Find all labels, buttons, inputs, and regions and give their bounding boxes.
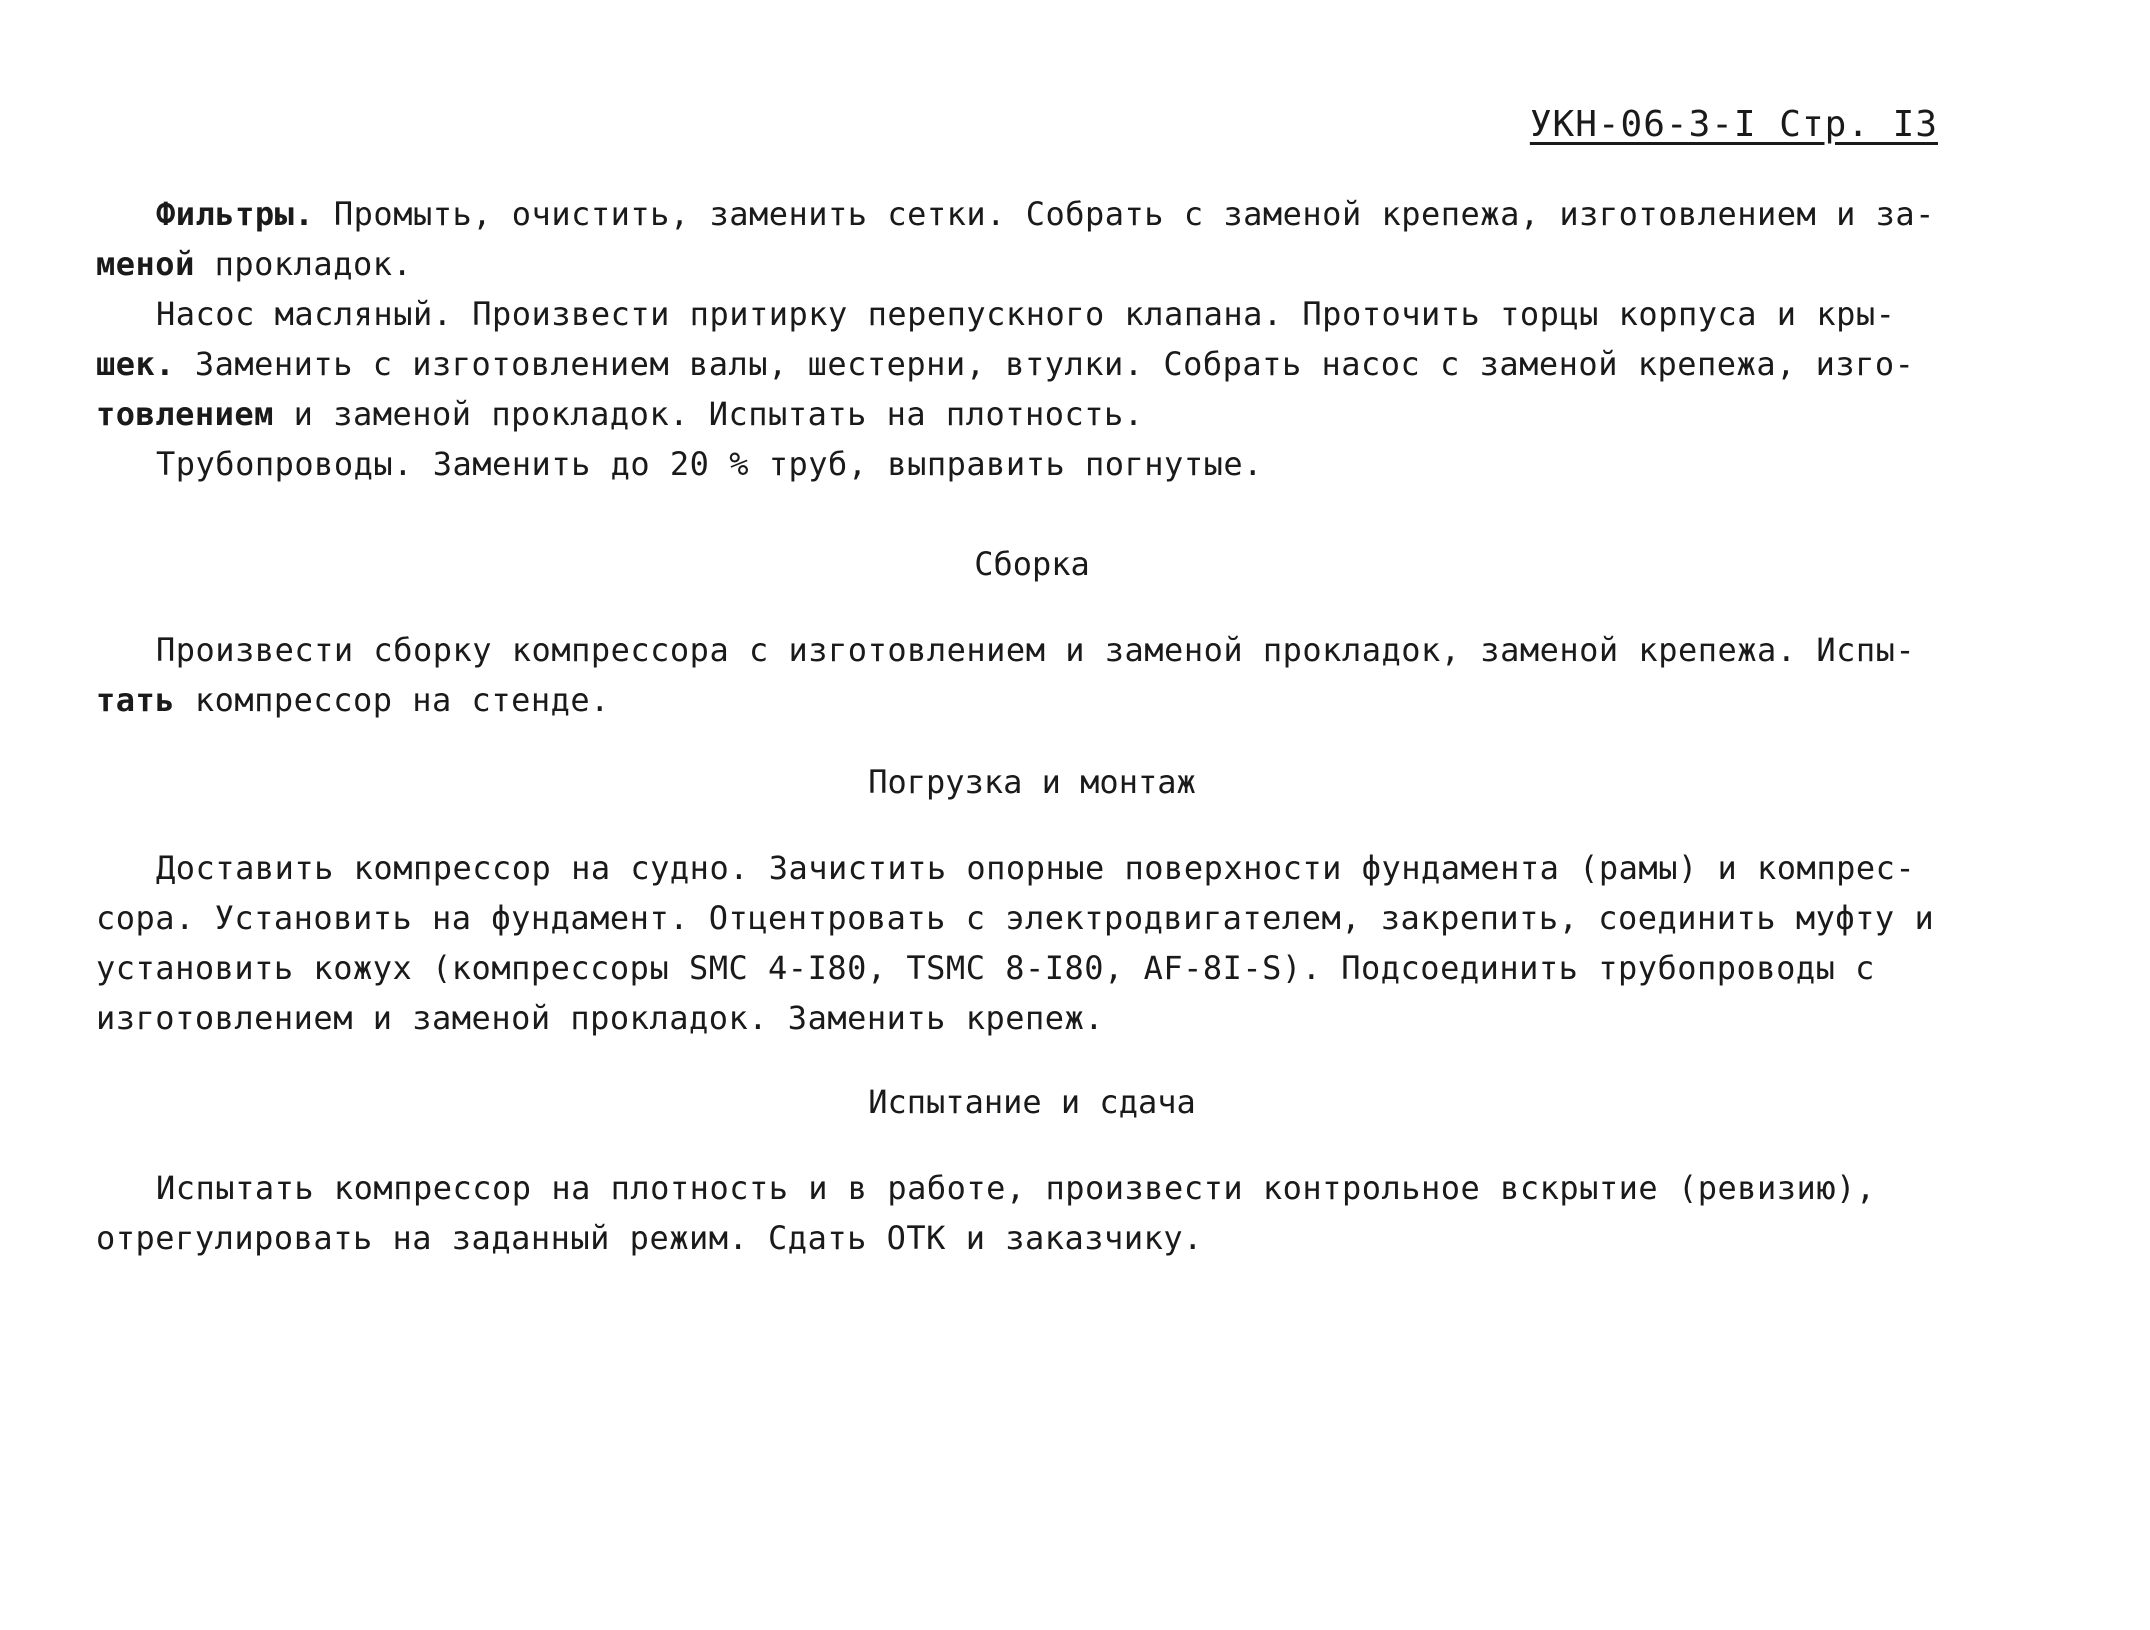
paragraph-testing-line-1 [156, 1168, 1876, 1208]
section-heading-loading: Погрузка и монтаж [868, 763, 1196, 801]
text-fragment: Испытать компрессор на плотность и в работе, произвести контрольное вскрытие (ревизию), [156, 1169, 1876, 1207]
bold-fragment: Фильтры. [156, 195, 315, 233]
paragraph-assembly-line-1 [156, 630, 1915, 670]
text-fragment: Промыть, очистить, заменить сетки. Собрать с заменой крепежа, изготовлением и за- [314, 195, 1935, 233]
text-fragment: изготовлением и заменой прокладок. Заменить крепеж. [96, 999, 1105, 1037]
bold-fragment: тать [96, 681, 176, 719]
text-fragment: установить кожух (компрессоры SMC 4-I80, TSMC 8-I80, AF-8I-S). Подсоединить трубопроводы с [96, 949, 1875, 987]
text-fragment: прокладок. [194, 245, 413, 283]
section-heading-testing: Испытание и сдача [868, 1083, 1196, 1121]
paragraph-loading-line-3 [96, 948, 1875, 988]
paragraph-loading-line-4 [96, 998, 1104, 1038]
text-fragment: Насос масляный. Произвести притирку перепускного клапана. Проточить торцы корпуса и кры- [156, 295, 1896, 333]
paragraph-assembly-line-2 [96, 680, 610, 720]
paragraph-filters-line-1 [156, 194, 1935, 234]
paragraph-oil-pump-line-1 [156, 294, 1895, 334]
text-fragment: Произвести сборку компрессора с изготовлением и заменой прокладок, заменой крепежа. Испы- [156, 631, 1916, 669]
paragraph-testing-line-2 [96, 1218, 1203, 1258]
text-fragment: Доставить компрессор на судно. Зачистить опорные поверхности фундамента (рамы) и компрес- [156, 849, 1916, 887]
bold-fragment: меной [96, 245, 195, 283]
paragraph-loading-line-2 [96, 898, 1934, 938]
text-fragment: сора. Установить на фундамент. Отцентровать с электродвигателем, закрепить, соединить муфту и [96, 899, 1935, 937]
text-fragment: Трубопроводы. Заменить до 20 % труб, выправить погнутые. [156, 445, 1263, 483]
paragraph-oil-pump-line-2 [96, 344, 1914, 384]
text-fragment: компрессор на стенде. [175, 681, 610, 719]
bold-fragment: товлением [96, 395, 274, 433]
text-fragment: отрегулировать на заданный режим. Сдать ОТК и заказчику. [96, 1219, 1203, 1257]
paragraph-loading-line-1 [156, 848, 1915, 888]
paragraph-oil-pump-line-3 [96, 394, 1144, 434]
paragraph-pipelines-line-1 [156, 444, 1263, 484]
text-fragment: Заменить с изготовлением валы, шестерни, втулки. Собрать насос с заменой крепежа, изго- [175, 345, 1915, 383]
bold-fragment: шек. [96, 345, 176, 383]
paragraph-filters-line-2 [96, 244, 412, 284]
text-fragment: и заменой прокладок. Испытать на плотность. [273, 395, 1144, 433]
document-code-header: УКН-06-3-I Стр. I3 [1529, 104, 1938, 145]
section-heading-assembly: Сборка [974, 545, 1090, 583]
